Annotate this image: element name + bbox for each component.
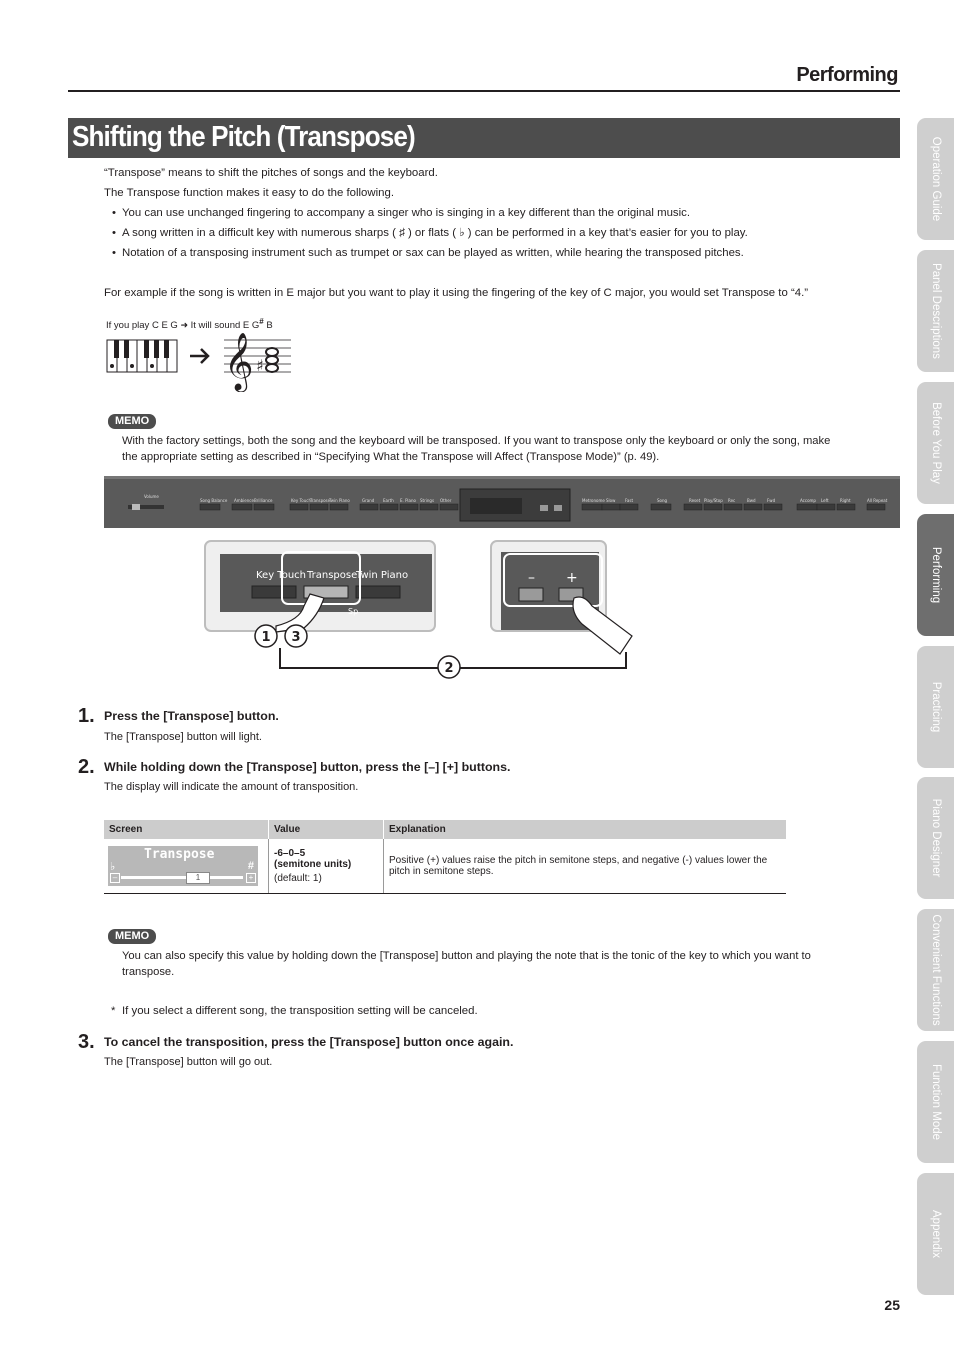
panel-label: Twin Piano bbox=[329, 498, 350, 503]
step-description: The [Transpose] button will go out. bbox=[104, 1056, 273, 1068]
step-number: 1. bbox=[78, 705, 95, 727]
panel-label: Ambience bbox=[234, 498, 254, 503]
step-description: The display will indicate the amount of transposition. bbox=[104, 781, 359, 793]
panel-label: Bwd bbox=[747, 498, 756, 503]
table-row bbox=[104, 839, 786, 894]
tab-practicing[interactable]: Practicing bbox=[917, 646, 954, 768]
step-title: Press the [Transpose] button. bbox=[104, 709, 279, 723]
bullet-item: Notation of a transposing instrument such as trumpet or sax can be played as written, while hearing the transposed pitches. bbox=[122, 247, 744, 259]
sharp-icon: # bbox=[247, 860, 254, 872]
panel-label: Grand bbox=[362, 498, 375, 503]
bullet-item: You can use unchanged fingering to accompany a singer who is singing in a key different than the original music. bbox=[122, 207, 690, 219]
section-header bbox=[68, 62, 900, 92]
value-units: (semitone units) bbox=[274, 859, 352, 870]
panel-label: E. Piano bbox=[400, 498, 416, 503]
panel-label: Earth bbox=[383, 498, 394, 503]
memo-text: You can also specify this value by holding down the [Transpose] button and playing the note that is the tonic of the key to which you want to bbox=[122, 950, 811, 962]
screen-cell bbox=[104, 839, 269, 894]
zoom-label: Sp bbox=[348, 607, 359, 616]
bullet-dot: • bbox=[112, 207, 116, 219]
staff-notes-icon bbox=[224, 332, 291, 392]
svg-text:2: 2 bbox=[444, 661, 454, 676]
arrow-right-icon bbox=[190, 349, 208, 363]
memo-text: transpose. bbox=[122, 966, 175, 978]
tab-before-you-play[interactable]: Before You Play bbox=[917, 382, 954, 504]
panel-label: Accomp bbox=[800, 498, 816, 503]
value-range: -6–0–5 bbox=[274, 848, 306, 859]
memo-text: the appropriate setting as described in “Specifying What the Transpose will Affect (Transpose Mode)” (p. 49). bbox=[122, 451, 660, 463]
memo-text: With the factory settings, both the song and the keyboard will be transposed. If you want to transpose only the keyboard or only the song, make bbox=[122, 435, 831, 447]
tab-performing[interactable]: Performing bbox=[917, 514, 954, 636]
lcd-screen bbox=[108, 846, 258, 886]
panel-label: Other bbox=[440, 498, 452, 503]
bullet-item: A song written in a difficult key with numerous sharps ( ♯ ) or flats ( ♭ ) can be performed in a key that’s easier for you to play. bbox=[122, 227, 748, 239]
lcd-scale bbox=[121, 876, 243, 879]
table-header: Explanation bbox=[384, 820, 787, 839]
panel-label: Play/Stop bbox=[704, 498, 723, 503]
tab-panel-descriptions[interactable]: Panel Descriptions bbox=[917, 250, 954, 372]
transpose-example-illustration bbox=[106, 332, 296, 392]
tab-operation-guide[interactable]: Operation Guide bbox=[917, 118, 954, 240]
panel-label: Volume bbox=[144, 494, 159, 499]
panel-label: Transpose bbox=[310, 498, 331, 503]
transpose-table bbox=[104, 820, 786, 894]
svg-text:3: 3 bbox=[291, 630, 301, 645]
tab-appendix[interactable]: Appendix bbox=[917, 1173, 954, 1295]
explanation-cell: Positive (+) values raise the pitch in semitone steps, and negative (-) values lower the pitch in semitone steps. bbox=[384, 839, 787, 894]
zoom-label: Key Touch bbox=[256, 570, 307, 581]
value-cell bbox=[269, 839, 384, 894]
panel-label: Fast bbox=[625, 498, 634, 503]
intro-line-2: The Transpose function makes it easy to do the following. bbox=[104, 187, 394, 199]
panel-label: All Repeat bbox=[867, 498, 888, 503]
bullet-dot: • bbox=[112, 247, 116, 259]
panel-label: Right bbox=[840, 498, 851, 503]
page-title: Shifting the Pitch (Transpose) bbox=[72, 121, 415, 153]
minus-label: – bbox=[528, 570, 535, 586]
panel-label: Key Touch bbox=[291, 498, 312, 503]
page-number: 25 bbox=[884, 1297, 900, 1313]
panel-label: Fwd bbox=[767, 498, 776, 503]
step-number: 2. bbox=[78, 756, 95, 778]
plus-icon: + bbox=[246, 873, 256, 883]
tab-function-mode[interactable]: Function Mode bbox=[917, 1041, 954, 1163]
tab-piano-designer[interactable]: Piano Designer bbox=[917, 777, 954, 899]
panel-label: Song Balance bbox=[200, 498, 228, 503]
example-caption: If you play C E G ➜ It will sound E G# B bbox=[106, 317, 273, 332]
svg-text:♯: ♯ bbox=[256, 356, 264, 375]
step-title: To cancel the transposition, press the [Transpose] button once again. bbox=[104, 1035, 514, 1049]
step-description: The [Transpose] button will light. bbox=[104, 731, 262, 743]
panel-label: Strings bbox=[420, 498, 435, 503]
table-header: Value bbox=[269, 820, 384, 839]
panel-label: Rec bbox=[728, 498, 736, 503]
mini-keyboard-icon bbox=[107, 340, 177, 372]
panel-label: Brilliance bbox=[254, 498, 273, 503]
svg-text:𝄞: 𝄞 bbox=[224, 332, 254, 390]
plus-label: + bbox=[566, 570, 578, 586]
control-panel-illustration bbox=[104, 476, 900, 684]
section-title: Performing bbox=[796, 64, 898, 86]
zoom-label: Twin Piano bbox=[356, 570, 409, 581]
flat-icon: ♭ bbox=[110, 861, 116, 873]
page-title-bar bbox=[68, 118, 900, 158]
panel-label: Slow bbox=[606, 498, 616, 503]
step-title: While holding down the [Transpose] button, press the [–] [+] buttons. bbox=[104, 760, 511, 774]
memo-badge: MEMO bbox=[108, 929, 156, 944]
panel-label: Left bbox=[821, 498, 829, 503]
lcd-value: 1 bbox=[186, 872, 210, 884]
panel-label: Metronome bbox=[582, 498, 605, 503]
example-text: For example if the song is written in E major but you want to play it using the fingering of the key of C major, you would set Transpose to “4.” bbox=[104, 287, 809, 299]
minus-icon: – bbox=[110, 873, 120, 883]
lcd-title: Transpose bbox=[144, 847, 215, 862]
svg-text:1: 1 bbox=[261, 630, 271, 645]
note-text: If you select a different song, the transposition setting will be canceled. bbox=[122, 1005, 478, 1017]
tab-convenient-functions[interactable]: Convenient Functions bbox=[917, 909, 954, 1031]
step-number: 3. bbox=[78, 1031, 95, 1053]
panel-label: Song bbox=[657, 498, 668, 503]
table-header: Screen bbox=[104, 820, 269, 839]
note-mark: * bbox=[111, 1005, 116, 1017]
zoom-label: Transpose bbox=[307, 570, 358, 581]
memo-badge: MEMO bbox=[108, 414, 156, 429]
bullet-dot: • bbox=[112, 227, 116, 239]
intro-line-1: “Transpose” means to shift the pitches of songs and the keyboard. bbox=[104, 167, 438, 179]
panel-label: Reset bbox=[689, 498, 701, 503]
value-default: (default: 1) bbox=[274, 873, 322, 884]
